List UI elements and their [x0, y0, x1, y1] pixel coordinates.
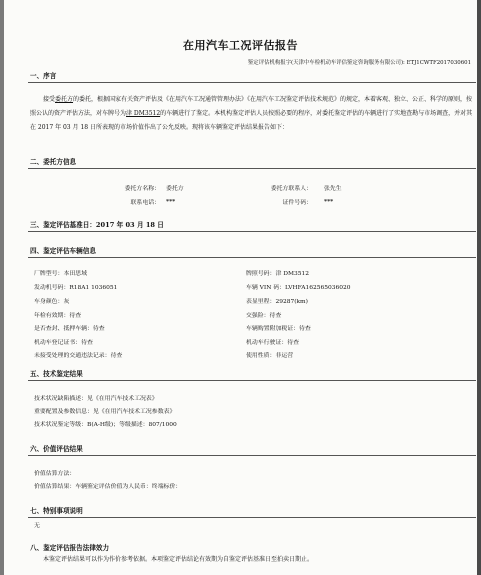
id-label: 证件号码：: [282, 200, 312, 206]
engine-number: 发动机号码：R18A1 1036051: [34, 285, 118, 291]
section-1-heading: 一、序言: [30, 72, 57, 80]
inspection-validity: 年检有效期：待查: [34, 313, 82, 319]
report-title: 在用汽车工况评估报告: [183, 39, 298, 52]
purchase-tax-certificate: 车辆购置附加税证：待查: [246, 326, 311, 332]
odometer: 表显里程：29287(km): [246, 299, 308, 305]
document-number: 鉴定评估机构报字(天津中车检机动车评估鉴定咨询服务有限公司): ETJ1CWTF2017030601: [247, 60, 471, 66]
section-divider: [28, 517, 476, 518]
defect-description: 技术状况缺陷描述：见《在用汽车技术工况表》: [34, 396, 158, 402]
section-7-heading: 七、特别事项说明: [30, 507, 83, 515]
section-4-heading: 四、鉴定评估车辆信息: [30, 247, 96, 255]
section-3-heading: 三、鉴定评估基准日：2017 年 03 月 18 日: [30, 221, 164, 229]
legal-effect-paragraph: 本鉴定评估结果可以作为作价参考依据。本项鉴定评估结论有效期为自鉴定评估基准日至拍卖日期止。: [43, 556, 314, 563]
special-notes: 无: [34, 523, 40, 529]
preface-client-link: 委托方: [55, 96, 74, 103]
preface-plate: 津 DM3512: [126, 109, 161, 117]
preface-text-1: 接受: [43, 96, 56, 103]
driving-license: 机动车行驶证：待查: [246, 340, 300, 346]
document-page: [4, 0, 477, 575]
registration-certificate: 机动车登记证书：待查: [34, 340, 93, 346]
body-color: 车身颜色：灰: [34, 299, 70, 305]
valuation-method: 价值估算方法：: [34, 471, 76, 477]
section-6-heading: 六、价值评估结果: [30, 445, 83, 453]
id-value: ***: [324, 198, 334, 205]
valuation-result: 价值估算结果：车辆鉴定评估价值为人民币：终端标价：: [34, 484, 182, 490]
section-divider: [28, 380, 476, 381]
vehicle-brand: 厂牌型号：本田思域: [34, 271, 88, 277]
client-contact-label: 委托方联系人：: [270, 186, 312, 192]
config-parameters: 重要配置及参数信息：见《在用汽车技术工况参数表》: [34, 409, 176, 415]
preface-paragraph: [30, 93, 474, 134]
compulsory-insurance: 交强险：待查: [246, 313, 282, 319]
preface-text-3: 的车辆进行了鉴定。本机构鉴定评估人员按照必要的程序，对委托鉴定评估的车辆进行了实地查勘与市场调查，并对其在 2017 年 03 月 18 日所表现的市场价值作出了公允反映。现将该车辆鉴定评估结果报告如下：: [30, 109, 473, 131]
section-divider: [28, 231, 476, 232]
client-name-value: 委托方: [166, 186, 184, 192]
seizure-mortgage: 是否查封、抵押车辆：待查: [34, 326, 105, 332]
vin-code: 车辆 VIN 码：LVHFA162565036020: [246, 285, 351, 291]
traffic-violations: 未接受处理的交通违法记录：待查: [34, 353, 123, 359]
window-frame-right: [477, 0, 481, 575]
condition-grade: 技术状况鉴定等级：B(A-H级)；等级描述：807/1000: [34, 422, 177, 428]
plate-number: 牌照号码：津 DM3512: [246, 271, 309, 277]
section-divider: [28, 82, 476, 83]
preface-text-2: 的委托，根据国家有关资产评估及《在用汽车工况通管管理办法》《在用汽车工况鉴定评估技术规范》的规定，本着客观、独立、公正、科学的原则，按照公认的资产评估方法，对车牌号为: [30, 96, 473, 117]
section-2-heading: 二、委托方信息: [30, 158, 77, 166]
section-divider: [28, 455, 476, 456]
section-divider: [28, 257, 476, 258]
phone-value: ***: [166, 198, 176, 205]
phone-label: 联系电话：: [130, 200, 160, 206]
section-divider: [28, 168, 476, 169]
section-8-heading: 八、鉴定评估报告法律效力: [30, 544, 110, 552]
client-contact-value: 张先生: [324, 186, 342, 192]
section-5-heading: 五、技术鉴定结果: [30, 370, 83, 378]
usage-nature: 使用性质：非运营: [246, 353, 294, 359]
client-name-label: 委托方名称：: [124, 186, 160, 192]
